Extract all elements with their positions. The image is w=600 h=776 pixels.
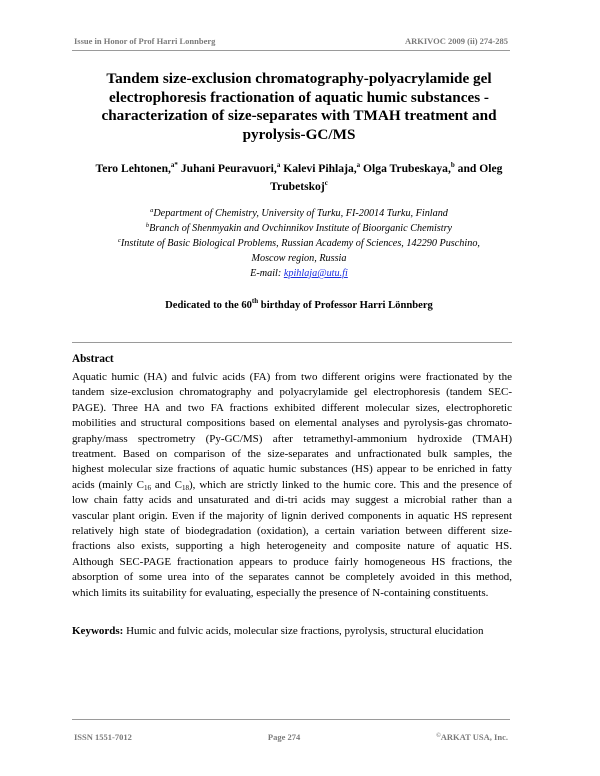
dedication-ordinal: th [251, 297, 259, 305]
email-link[interactable]: kpihlaja@utu.fi [283, 268, 348, 279]
running-header [74, 36, 508, 46]
abstract-line: tandem size-exclusion chromatography and polyacrylamide gel electrophoresis (tandem SEC- [72, 386, 512, 399]
affil-text: Institute of Basic Biological Problems, Russian Academy of Sciences, 142290 Puschino, [120, 238, 480, 249]
affiliations [78, 206, 520, 281]
author-line [80, 178, 518, 196]
author-name: Juhani Peuravuori, [177, 162, 277, 175]
affil-text: Branch of Shenmyakin and Ovchinnikov Institute of Bioorganic Chemistry [149, 223, 453, 234]
affil-mark: c [118, 237, 121, 244]
title-line: pyrolysis-GC/MS [242, 125, 356, 143]
email-line [78, 266, 520, 281]
abstract-line: which limits its suitability for evaluating, especially the presence of N-containing constituents. [72, 586, 489, 599]
abstract-line: low chain fatty acids and unsaturated and di-tri acids may suggest a microbial rather than a [72, 494, 512, 507]
keywords-label: Keywords: [72, 625, 124, 637]
abstract-heading: Abstract [72, 353, 114, 365]
abstract-line: treatment. Based on comparison of the size-separates and unfractionated bulk samples, the [72, 448, 512, 461]
author-name: and Oleg [454, 162, 503, 175]
footer-publisher [436, 732, 508, 742]
affiliation-c-cont: Moscow region, Russia [251, 253, 347, 264]
footer-issn: ISSN 1551-7012 [74, 732, 132, 742]
abstract-line: mobilities and structural compositions based on elemental analyses and pyrolysis-gas chromato- [72, 417, 512, 430]
abstract-text: ), which are strictly linked to the humic core. This and the presence of [189, 478, 512, 491]
header-issue: Issue in Honor of Prof Harri Lonnberg [74, 36, 216, 46]
abstract-text: acids (mainly C [72, 478, 144, 491]
footer-divider [72, 719, 510, 720]
author-affil-mark: b [450, 161, 455, 169]
abstract-body [72, 370, 512, 601]
affil-mark: a [150, 207, 154, 214]
abstract-line: highest molecular size fractions of aquatic humic substances (HS) appear to be enriched in fatty [72, 463, 512, 476]
abstract-line: Although SEC-PAGE fractionation appears to produce fairly homogeneous HS fractions, the [72, 555, 512, 568]
affiliation-b [78, 221, 520, 236]
author-affil-mark: a* [170, 161, 178, 169]
abstract-line: relatively high state of biodegradation (oxidation), a certain variation between different size- [72, 525, 512, 538]
abstract-line: vascular plant origin. Even if the majority of lignin derived components in aquatic HS represent [72, 509, 512, 522]
author-affil-mark: a [356, 161, 361, 169]
keywords-text: Humic and fulvic acids, molecular size fractions, pyrolysis, structural elucidation [123, 625, 484, 637]
title-line: electrophoresis fractionation of aquatic humic substances - [109, 88, 489, 106]
abstract-text: and C [150, 478, 182, 491]
dedication [80, 297, 518, 311]
author-name: Trubetskoj [270, 180, 325, 193]
title-line: Tandem size-exclusion chromatography-polyacrylamide gel [106, 70, 492, 87]
dedication-text: Dedicated to the 60 [165, 300, 252, 311]
publisher-name: ARKAT USA, Inc. [440, 732, 508, 742]
affil-text: Department of Chemistry, University of Turku, FI-20014 Turku, Finland [153, 208, 448, 219]
author-name: Olga Trubeskaya, [360, 162, 451, 175]
author-affil-mark: a [276, 161, 281, 169]
author-affil-mark: c [324, 179, 328, 187]
subscript: 16 [143, 483, 151, 492]
subscript: 18 [182, 483, 189, 492]
email-label: E-mail: [250, 268, 284, 279]
title-line: characterization of size-separates with TMAH treatment and [101, 107, 497, 124]
affil-mark: b [145, 222, 150, 229]
dedication-text: birthday of Professor Harri Lönnberg [258, 300, 433, 311]
abstract-divider [72, 342, 512, 343]
abstract-line: fractions also exists, supporting a high heterogeneity and composite nature of aquatic HS. [72, 540, 512, 553]
header-journal: ARKIVOC 2009 (ii) 274-285 [404, 36, 508, 46]
abstract-line: absorption of some urea into of the separates cannot be completely avoided in this method, [72, 571, 512, 584]
affiliation-c [78, 236, 520, 251]
paper-title [80, 70, 518, 144]
abstract-line: PAGE). Three HA and two FA fractions exhibited different molecular sizes, electrophoretic [72, 401, 512, 414]
affiliation-a [78, 206, 520, 221]
copyright-mark: © [436, 733, 441, 739]
running-footer [74, 732, 508, 742]
page-number: Page 274 [267, 732, 301, 742]
abstract-line: graphy/mass spectrometry (Py-GC/MS) after tetramethyl-ammonium hydroxide (TMAH) [72, 432, 512, 445]
keywords [72, 625, 512, 637]
abstract-line: Aquatic humic (HA) and fulvic acids (FA) from two different origins were fractionated by the [72, 371, 512, 383]
author-list [80, 160, 518, 196]
author-name: Tero Lehtonen, [95, 162, 171, 175]
author-line [80, 160, 518, 178]
abstract-line [72, 478, 512, 493]
header-divider [72, 50, 510, 51]
author-name: Kalevi Pihlaja, [280, 162, 357, 175]
